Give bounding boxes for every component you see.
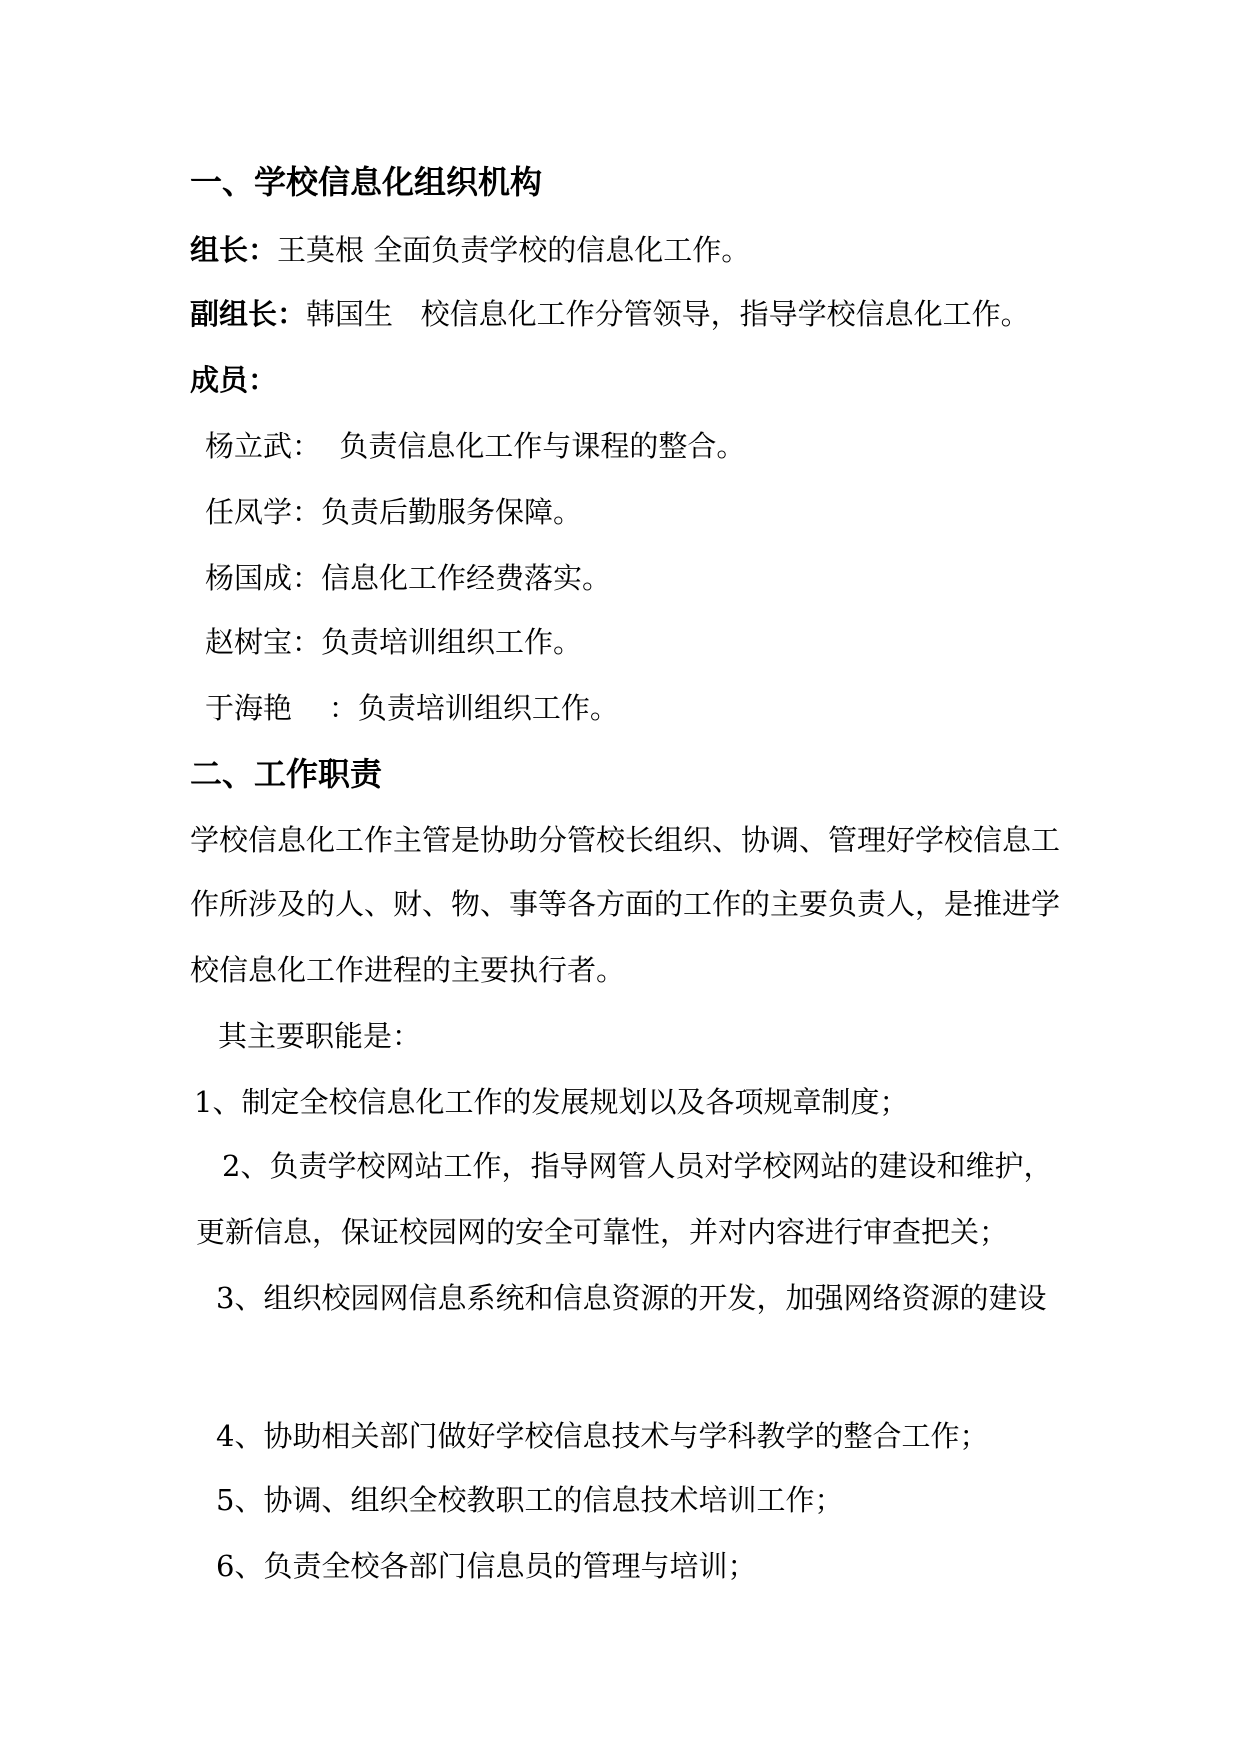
function-item: 2、负责学校网站工作，指导网管人员对学校网站的建设和维护， [222, 1149, 1053, 1183]
member-item: 杨立武： 负责信息化工作与课程的整合。 [205, 429, 746, 463]
function-item: 3、组织校园网信息系统和信息资源的开发，加强网络资源的建设 [216, 1281, 1047, 1315]
member-item: 杨国成：信息化工作经费落实。 [205, 561, 612, 595]
deputy-label: 副组长： [190, 297, 307, 331]
deputy-text: 韩国生 校信息化工作分管领导，指导学校信息化工作。 [306, 297, 1030, 331]
section-1-heading: 一、学校信息化组织机构 [190, 163, 543, 201]
member-item: 赵树宝：负责培训组织工作。 [205, 625, 583, 659]
functions-intro: 其主要职能是： [218, 1019, 422, 1053]
member-item: 任凤学：负责后勤服务保障。 [205, 495, 583, 529]
leader-text: 王莫根 全面负责学校的信息化工作。 [277, 233, 751, 267]
function-item: 1、制定全校信息化工作的发展规划以及各项规章制度； [194, 1085, 909, 1119]
function-item: 5、协调、组织全校教职工的信息技术培训工作； [216, 1483, 844, 1517]
section-2-heading: 二、工作职责 [190, 755, 383, 793]
function-item-continuation: 更新信息，保证校园网的安全可靠性，并对内容进行审查把关； [196, 1215, 1009, 1249]
function-item: 4、协助相关部门做好学校信息技术与学科教学的整合工作； [216, 1419, 989, 1453]
paragraph-line: 校信息化工作进程的主要执行者。 [190, 953, 626, 987]
paragraph-line: 作所涉及的人、财、物、事等各方面的工作的主要负责人，是推进学 [190, 887, 1061, 921]
function-item: 6、负责全校各部门信息员的管理与培训； [216, 1549, 757, 1583]
deputy-line [190, 296, 1030, 332]
leader-line [190, 232, 750, 268]
paragraph-line: 学校信息化工作主管是协助分管校长组织、协调、管理好学校信息工 [190, 823, 1061, 857]
members-label: 成员： [190, 363, 278, 397]
member-item: 于海艳 ：负责培训组织工作。 [205, 691, 619, 725]
leader-label: 组长： [190, 233, 278, 267]
